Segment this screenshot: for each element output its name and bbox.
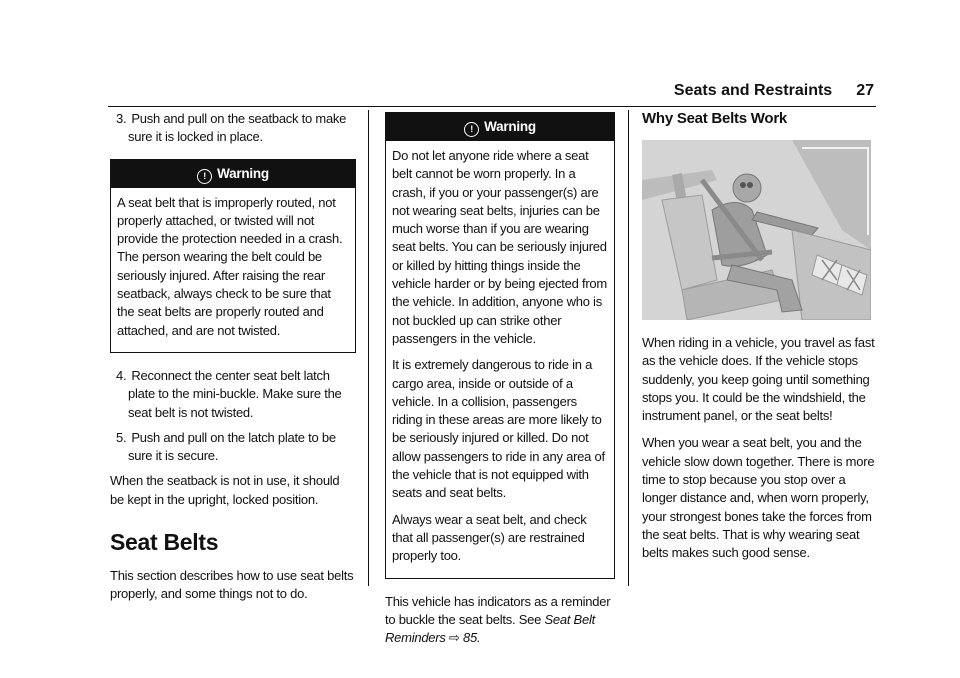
- warning-body: [386, 141, 614, 578]
- reminder-page-ref[interactable]: 85.: [463, 630, 481, 646]
- warning-box-2: [385, 112, 615, 579]
- warning-text: A seat belt that is improperly routed, not properly attached, or twisted will not provide the protection needed in a crash. The person wearing the belt could be seriously injured. After raising the rear seatback, always check to be sure that the seat belts are properly routed and attached, and are not twisted.: [117, 194, 343, 338]
- header-section-title: Seats and Restraints: [673, 82, 833, 99]
- warning-body: [111, 188, 355, 352]
- crash-test-dummy-illustration: [642, 140, 871, 320]
- step-number: 3.: [116, 111, 127, 126]
- step-text: Push and pull on the latch plate to be sure it is secure.: [128, 429, 336, 464]
- step-text: Reconnect the center seat belt latch plate to the mini-buckle. Make sure the seat belt is not twisted.: [128, 367, 342, 420]
- column-divider-1: [368, 110, 369, 586]
- section-heading: Seat Belts: [110, 529, 219, 556]
- step-text: Push and pull on the seatback to make sure it is locked in place.: [128, 111, 347, 145]
- warning-title: Warning: [217, 165, 269, 181]
- intro-paragraph: This section describes how to use seat belts properly, and some things not to do.: [110, 568, 354, 602]
- paragraph-1: When riding in a vehicle, you travel as fast as the vehicle does. If the vehicle stops suddenly, you keep going until something stops you. It could be the windshield, the instrument panel, or the seat belts!: [642, 335, 875, 424]
- warning-paragraph-1: Do not let anyone ride where a seat belt cannot be worn properly. In a crash, if you or your passenger(s) are not wearing seat belts, injuries can be much worse than if you are wearing seat belts. You can be seriously injured or killed by hitting things inside the vehicle harder or by being ejected from the vehicle. In addition, anyone who is not buckled up can strike other passengers in the vehicle.: [392, 148, 607, 346]
- step-number: 5.: [116, 429, 127, 445]
- paragraph-2: When you wear a seat belt, you and the vehicle slow down together. There is more time to stop because you stop over a longer distance and, when worn properly, your strongest bones take the forces from the seat belts. That is why wearing seat belts makes such good sense.: [642, 435, 875, 561]
- step-number: 4.: [116, 367, 127, 383]
- subsection-heading: Why Seat Belts Work: [642, 110, 788, 127]
- step-4: [110, 367, 356, 422]
- warning-paragraph-3: Always wear a seat belt, and check that all passenger(s) are restrained properly too.: [392, 511, 587, 564]
- warning-box-1: [110, 159, 356, 353]
- seat-belt-reminders-link[interactable]: Seat Belt Reminders: [385, 611, 595, 646]
- step-3: [110, 110, 356, 147]
- running-header: [674, 82, 874, 100]
- dummy-illustration-graphic: [642, 140, 871, 320]
- column-3: [642, 110, 880, 572]
- page-number: 27: [856, 82, 874, 99]
- header-rule: [108, 106, 876, 107]
- warning-header: [386, 113, 614, 141]
- page-reference-icon: ⇨: [448, 630, 460, 646]
- step-5: [110, 429, 356, 466]
- column-divider-2: [628, 110, 629, 586]
- warning-paragraph-2: It is extremely dangerous to ride in a cargo area, inside or outside of a vehicle. In a collision, passengers riding in these areas are more likely to be seriously injured or killed. Do not allow passengers to ride in any area of the vehicle that is not equipped with seats and seat belts.: [392, 357, 605, 501]
- column-2: [385, 112, 615, 656]
- paragraph: When the seatback is not in use, it should be kept in the upright, locked position.: [110, 473, 340, 507]
- column-1: [110, 110, 356, 613]
- warning-header: [111, 160, 355, 188]
- reminder-text: This vehicle has indicators as a reminder to buckle the seat belts. See: [385, 593, 611, 627]
- warning-icon: !: [197, 169, 212, 184]
- warning-title: Warning: [484, 119, 536, 134]
- warning-icon: !: [464, 122, 479, 137]
- reminder-paragraph: [385, 593, 615, 648]
